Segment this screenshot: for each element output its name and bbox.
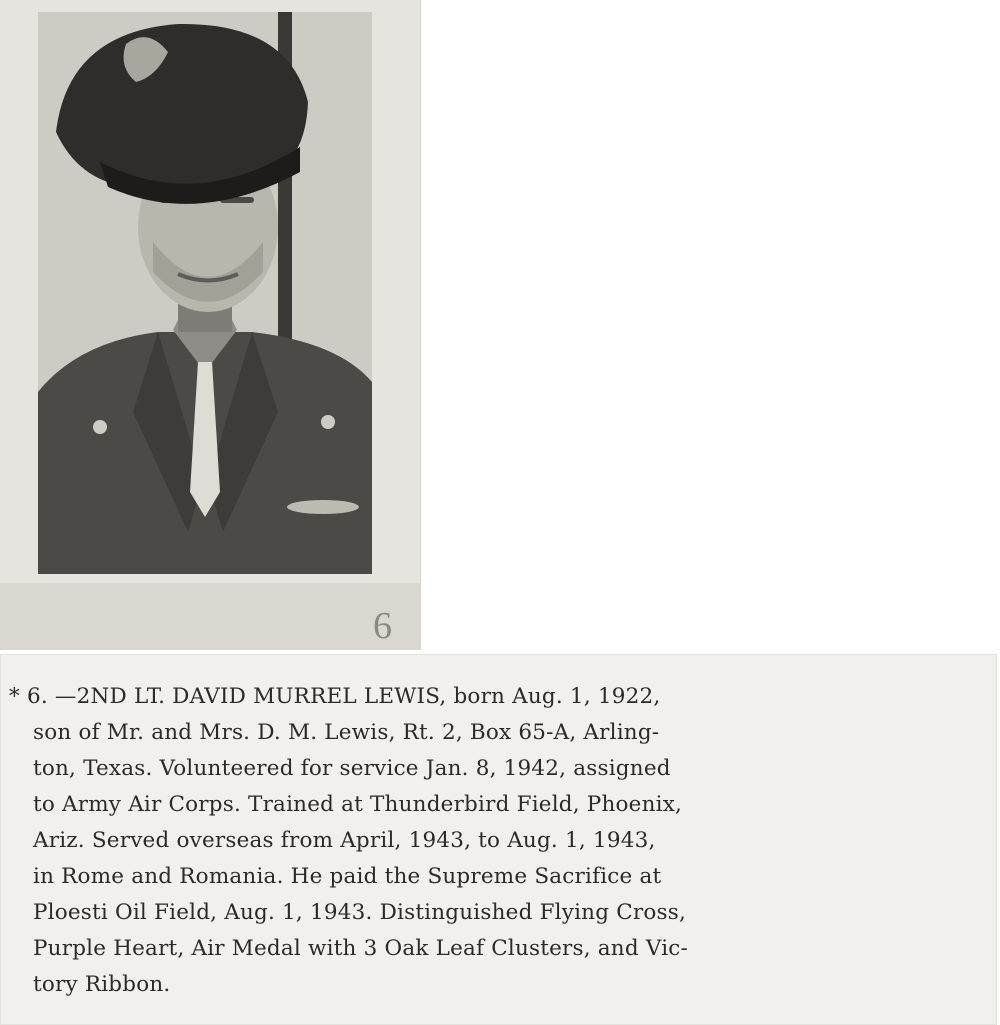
caption-line-6: in Rome and Romania. He paid the Supreme Sacrifice at (33, 864, 662, 889)
portrait-photo (38, 12, 372, 574)
portrait-illustration (38, 12, 372, 574)
photo-number: 6 (373, 605, 392, 647)
caption-line-8: Purple Heart, Air Medal with 3 Oak Leaf Clusters, and Vic- (33, 936, 688, 961)
caption-line-3: ton, Texas. Volunteered for service Jan. 8, 1942, assigned (33, 756, 671, 781)
caption-box (0, 654, 997, 1025)
caption-line-1: * 6. —2ND LT. DAVID MURREL LEWIS, born Aug. 1, 1922, (9, 684, 661, 709)
caption-line-9: tory Ribbon. (33, 972, 171, 997)
caption-line-5: Ariz. Served overseas from April, 1943, to Aug. 1, 1943, (33, 828, 656, 853)
caption-line-4: to Army Air Corps. Trained at Thunderbird Field, Phoenix, (33, 792, 683, 817)
portrait-card (0, 0, 421, 650)
caption-text (9, 679, 975, 1003)
caption-line-7: Ploesti Oil Field, Aug. 1, 1943. Distinguished Flying Cross, (33, 900, 687, 925)
caption-line-2: son of Mr. and Mrs. D. M. Lewis, Rt. 2, Box 65-A, Arling- (33, 720, 660, 745)
card-strip (0, 583, 420, 650)
